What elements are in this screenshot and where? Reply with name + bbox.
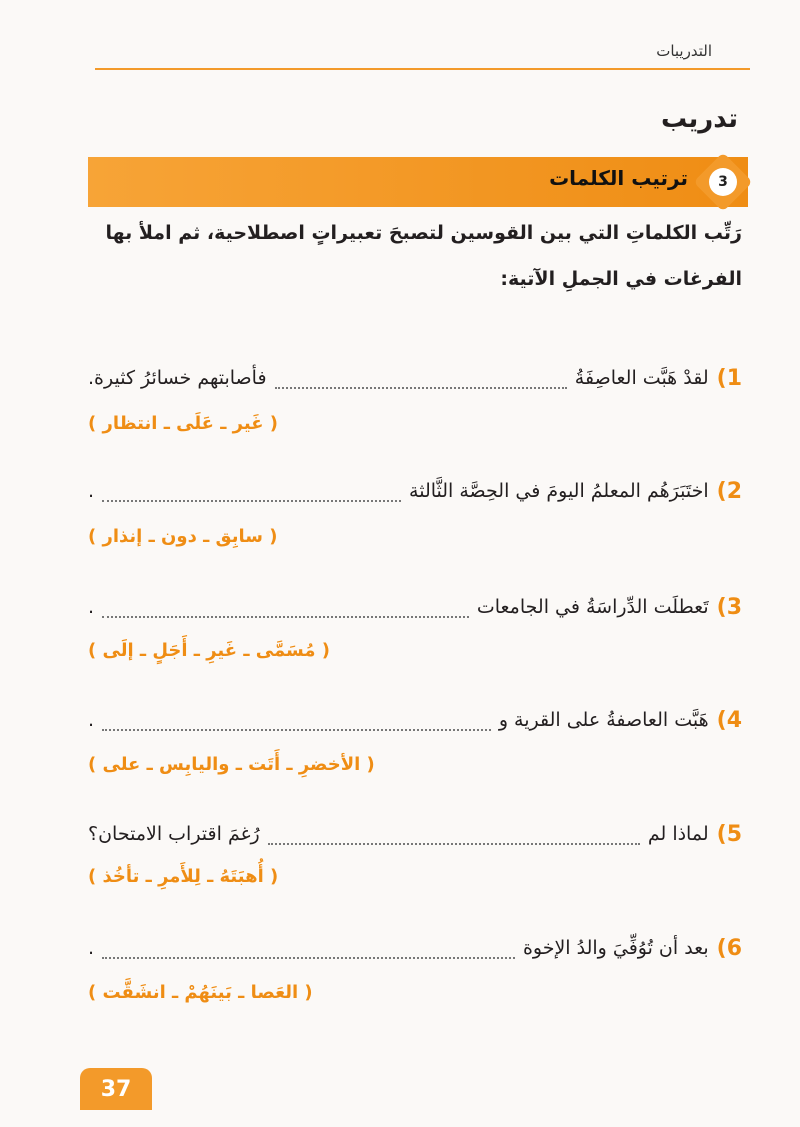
exercise-number: 3: [709, 168, 737, 196]
header-title: التدريبات: [656, 42, 712, 60]
page-number: 37: [80, 1068, 152, 1110]
exercise-number-badge: [702, 161, 744, 203]
answer-blank[interactable]: [102, 937, 515, 959]
options-5: ( أُهبَتَهُ ـ لِلأَمرِ ـ تأخُذ ): [88, 866, 279, 887]
question-5: [88, 818, 742, 850]
question-text-before: لقدْ هَبَّت العاصِفَةُ: [574, 367, 709, 389]
question-text-before: لماذا لم: [647, 823, 709, 845]
answer-blank[interactable]: [268, 823, 640, 845]
question-text-before: هَبَّت العاصفةُ على القرية و: [498, 709, 709, 731]
answer-blank[interactable]: [102, 709, 491, 731]
answer-blank[interactable]: [102, 596, 469, 618]
options-1: ( غَير ـ عَلَى ـ انتظار ): [88, 413, 278, 434]
question-2: [88, 475, 742, 507]
options-2: ( سابِق ـ دون ـ إنذار ): [88, 526, 278, 547]
options-4: ( الأخضرِ ـ أَتَت ـ واليابِس ـ على ): [88, 754, 375, 775]
instruction-line-2: الفرغات في الجملِ الآتية:: [500, 268, 742, 290]
question-text-before: اختَبَرَهُم المعلمُ اليومَ في الحِصَّة الثَّالثة: [409, 480, 709, 502]
answer-blank[interactable]: [275, 367, 567, 389]
question-6: [88, 932, 742, 964]
question-text-before: تَعطلَت الدِّراسَةُ في الجامعات: [476, 596, 709, 618]
question-number: 2): [716, 478, 742, 504]
question-4: [88, 704, 742, 736]
options-6: ( العَصا ـ بَينَهُمْ ـ انشَقَّت ): [88, 982, 313, 1003]
question-number: 5): [716, 821, 742, 847]
question-text-after: .: [88, 480, 95, 502]
section-title: تدريب: [660, 104, 738, 134]
exercise-title: ترتيب الكلمات: [549, 166, 688, 190]
question-text-after: فأصابتهم خسائرُ كثيرة.: [88, 367, 267, 389]
answer-blank[interactable]: [102, 480, 401, 502]
question-number: 6): [716, 935, 742, 961]
question-text-after: .: [88, 596, 95, 618]
instruction-line-1: رَتِّب الكلماتِ التي بين القوسين لتصبحَ تعبيراتٍ اصطلاحية، ثم املأ بها: [105, 222, 742, 244]
header-divider: [95, 68, 750, 70]
question-text-after: .: [88, 709, 95, 731]
question-number: 1): [716, 365, 742, 391]
question-number: 4): [716, 707, 742, 733]
question-text-after: رُغمَ اقتراب الامتحان؟: [88, 823, 260, 845]
options-3: ( مُسَمَّى ـ غَيرِ ـ أَجَلٍ ـ إلَى ): [88, 640, 330, 661]
question-1: [88, 362, 742, 394]
question-number: 3): [716, 594, 742, 620]
question-3: [88, 591, 742, 623]
question-text-after: .: [88, 937, 95, 959]
question-text-before: بعد أن تُوُفِّيَ والدُ الإخوة: [522, 937, 709, 959]
